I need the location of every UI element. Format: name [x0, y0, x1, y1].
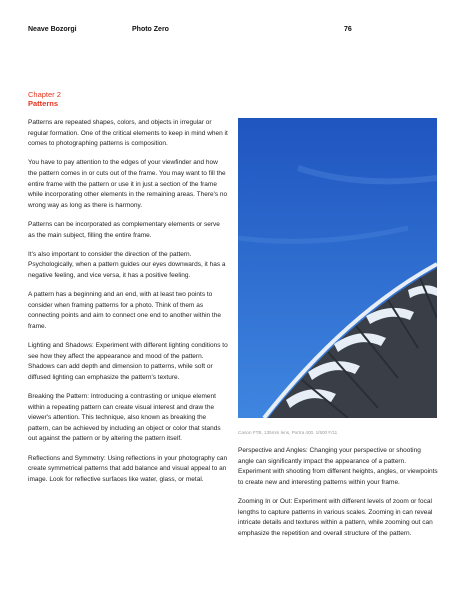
- paragraph: Breaking the Pattern: Introducing a contrasting or unique element within a repeating pattern can create visual interest and draw the viewer's attention. This technique, also known as breaking the pattern, can be achieved by including an object or color that stands out against the pattern or by altering the pattern itself.: [28, 393, 221, 443]
- header-book-title: Photo Zero: [132, 26, 169, 33]
- paragraph: Lighting and Shadows: Experiment with different lighting conditions to see how they affect the appearance and mood of the pattern. Shadows can add depth and dimension to patterns, while soft or diffused lighting can emphasize the pattern's texture.: [28, 342, 228, 381]
- architecture-photo: [238, 118, 437, 418]
- page-header: [0, 26, 464, 38]
- chapter-title: Patterns: [28, 99, 59, 108]
- paragraph: Reflections and Symmetry: Using reflections in your photography can create symmetrical patterns that add balance and visual appeal to an image. Look for reflective surfaces like water, glass, or metal.: [28, 454, 228, 483]
- header-page-number: 76: [344, 26, 352, 33]
- paragraph: Perspective and Angles: Changing your perspective or shooting angle can significantly impact the appearance of a pattern. Experiment with shooting from different heights, angles, or viewpoints to create new and interesting patterns within your frame.: [238, 447, 438, 486]
- paragraph: Patterns can be incorporated as complementary elements or serve as the main subject, filling the entire frame.: [28, 220, 220, 239]
- paragraph: You have to pay attention to the edges of your viewfinder and how the pattern comes in or cuts out of the frame. You may want to fill the entire frame with the pattern or use it in just a section of the frame while incorporating other elements in the remaining areas. There's no wrong way as long as there is harmony.: [28, 159, 228, 209]
- chapter-heading: [28, 90, 228, 108]
- photo-caption: Canon FTB, 135mm lens, Portra 400. 1/500 F/11: [238, 430, 338, 435]
- paragraph: Patterns are repeated shapes, colors, and objects in irregular or regular formation. One of the critical elements to keep in mind when it comes to photographing patterns is composition.: [28, 119, 228, 148]
- paragraph: A pattern has a beginning and an end, with at least two points to consider when framing patterns for a photo. Think of them as connecting points and aim to connect one end to another within the frame.: [28, 291, 221, 330]
- header-author: Neave Bozorgi: [28, 26, 77, 33]
- right-text-column: [238, 446, 438, 548]
- photo-illustration: [238, 118, 437, 418]
- paragraph: It's also important to consider the direction of the pattern. Psychologically, when a pattern guides our eyes downwards, it has a negative feeling, and vice versa, it has a positive feeling.: [28, 250, 226, 279]
- paragraph: Zooming In or Out: Experiment with different levels of zoom or focal lengths to capture patterns in various scales. Zooming in can reveal intricate details and textures within a pattern, while zooming out can emphasize the repetition and overall structure of the pattern.: [238, 497, 433, 537]
- left-text-column: [28, 118, 228, 494]
- chapter-number: Chapter 2: [28, 90, 61, 99]
